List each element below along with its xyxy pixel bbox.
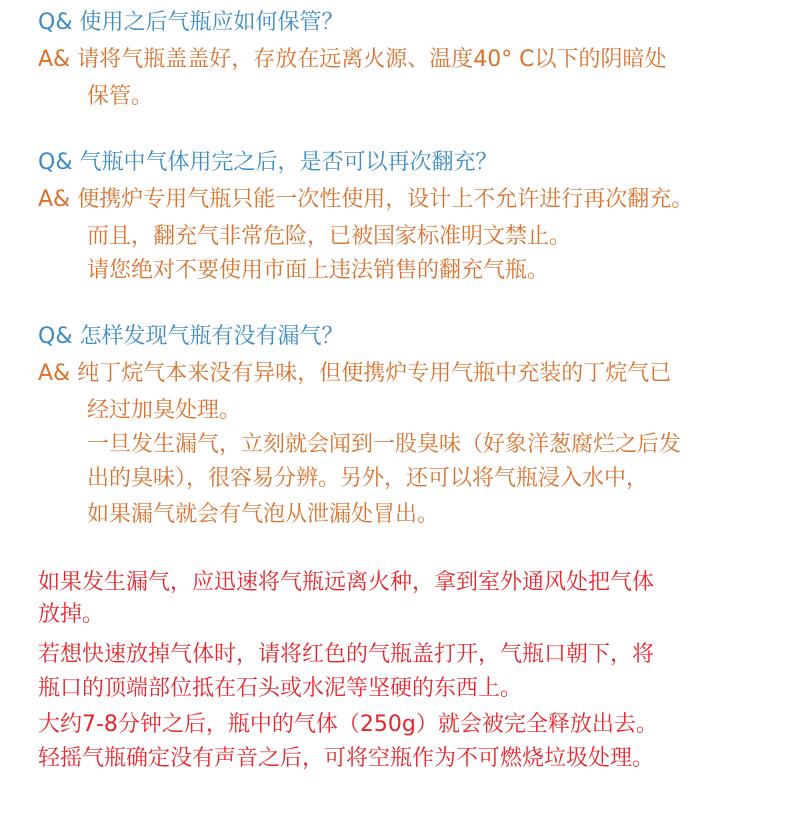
faq-answer-1-line-2: 保管。 <box>87 84 154 109</box>
faq-answer-3-line-3: 一旦发生漏气，立刻就会闻到一股臭味（好象洋葱腐烂之后发 <box>87 432 682 457</box>
warning-line-4: 瓶口的顶端部位抵在石头或水泥等坚硬的东西上。 <box>38 676 523 701</box>
warning-line-2: 放掉。 <box>38 602 105 627</box>
warning-line-5: 大约7-8分钟之后，瓶中的气体（250g）就会被完全释放出去。 <box>38 712 658 737</box>
faq-question-2: Q& 气瓶中气体用完之后，是否可以再次翻充？ <box>38 150 498 175</box>
faq-question-1: Q& 使用之后气瓶应如何保管？ <box>38 10 344 35</box>
warning-line-3: 若想快速放掉气体时，请将红色的气瓶盖打开，气瓶口朝下，将 <box>38 642 655 667</box>
faq-answer-1-line-1: A& 请将气瓶盖盖好，存放在远离火源、温度40° C以下的阴暗处 <box>38 47 667 72</box>
warning-line-6: 轻摇气瓶确定没有声音之后，可将空瓶作为不可燃烧垃圾处理。 <box>38 746 655 771</box>
faq-answer-3-line-1: A& 纯丁烷气本来没有异味，但便携炉专用气瓶中充装的丁烷气已 <box>38 361 672 386</box>
faq-question-3: Q& 怎样发现气瓶有没有漏气？ <box>38 324 344 349</box>
warning-line-1: 如果发生漏气，应迅速将气瓶远离火种，拿到室外通风处把气体 <box>38 570 655 595</box>
faq-answer-2-line-3: 请您绝对不要使用市面上违法销售的翻充气瓶。 <box>87 258 550 283</box>
faq-answer-2-line-1: A& 便携炉专用气瓶只能一次性使用，设计上不允许进行再次翻充。 <box>38 187 694 212</box>
faq-answer-3-line-2: 经过加臭处理。 <box>87 398 242 423</box>
faq-answer-2-line-2: 而且，翻充气非常危险，已被国家标准明文禁止。 <box>87 224 572 249</box>
faq-answer-3-line-5: 如果漏气就会有气泡从泄漏处冒出。 <box>87 502 440 527</box>
faq-answer-3-line-4: 出的臭味），很容易分辨。另外，还可以将气瓶浸入水中， <box>87 466 649 491</box>
